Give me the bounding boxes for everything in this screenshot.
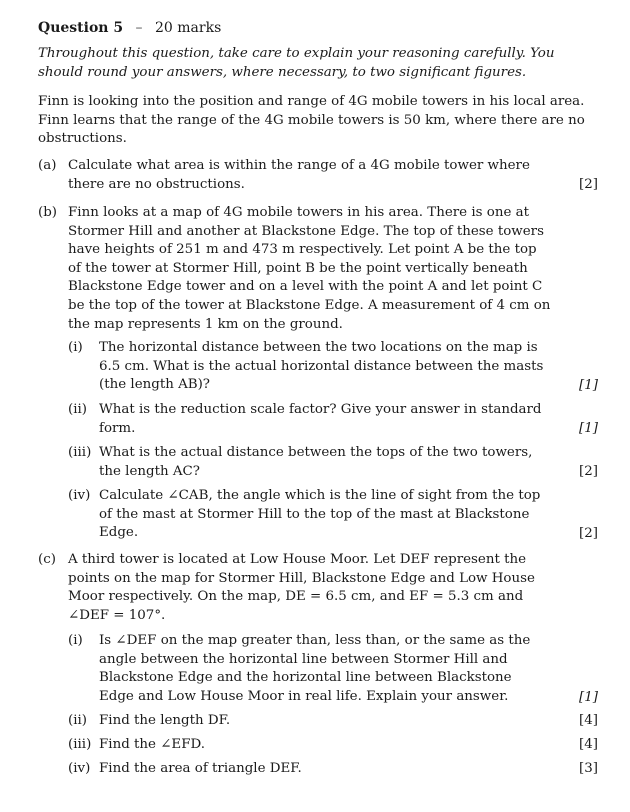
part-b-i-marks: [1] [579, 378, 598, 394]
part-c-ii-marks: [4] [579, 713, 598, 729]
part-c-ii-label: (ii) [68, 713, 88, 728]
part-c-i [38, 632, 598, 708]
part-a-label: (a) [38, 158, 57, 173]
part-b-iii-marks: [2] [579, 464, 598, 480]
part-b-i-text: The horizontal distance between the two locations on the map is 6.5 cm. What is the actual horizontal distance between the masts (the length AB)? [99, 340, 544, 393]
part-b-ii-label: (ii) [68, 402, 88, 417]
part-b-iv-text: Calculate ∠CAB, the angle which is the line of sight from the top of the mast at Stormer Hill to the top of the mast at Blackstone Edge. [99, 488, 541, 541]
instructions: Throughout this question, take care to explain your reasoning carefully. You should round your answers, where necessary, to two significant figures. [38, 46, 555, 80]
part-c-iv [38, 760, 598, 779]
part-b-iii [38, 444, 598, 482]
part-a [38, 157, 598, 195]
part-b-i-label: (i) [68, 340, 83, 355]
part-c-iii-text: Find the ∠EFD. [99, 737, 206, 752]
question-title: Question 5 [38, 20, 124, 36]
part-b-label: (b) [38, 205, 58, 220]
header-dash: – [135, 20, 143, 36]
part-b-ii-text: What is the reduction scale factor? Give your answer in standard form. [99, 402, 542, 436]
context-paragraph: Finn is looking into the position and range of 4G mobile towers in his local area. Finn learns that the range of the 4G mobile towers is 50 km, where there are no obstructions. [38, 94, 585, 147]
part-c-i-text: Is ∠DEF on the map greater than, less than, or the same as the angle between the horizontal line between Stormer Hill and Blackstone Edge and the horizontal line between Blackstone Edge and Low House Moor in real life. Explain your answer. [99, 633, 531, 704]
part-c-ii-text: Find the length DF. [99, 713, 231, 728]
part-b-iv-label: (iv) [68, 488, 91, 503]
part-b [38, 204, 598, 336]
part-b-iii-label: (iii) [68, 445, 92, 460]
part-b-iv-marks: [2] [579, 526, 598, 542]
part-c-iv-label: (iv) [68, 761, 91, 776]
part-c-iv-text: Find the area of triangle DEF. [99, 761, 302, 776]
part-c-label: (c) [38, 552, 56, 567]
part-b-iv [38, 487, 598, 544]
part-c-iii [38, 736, 598, 755]
part-b-text: Finn looks at a map of 4G mobile towers in his area. There is one at Stormer Hill and another at Blackstone Edge. The top of these towers have heights of 251 m and 473 m respectively. Let point A be the top of the tower at Stormer Hill, point B be the point vertically beneath Blackstone Edge tower and on a level with the point A and let point C be the top of the tower at Blackstone Edge. A measurement of 4 cm on the map represents 1 km on the ground. [68, 205, 551, 332]
part-c-ii [38, 712, 598, 731]
part-b-ii [38, 401, 598, 439]
part-c-iii-marks: [4] [579, 737, 598, 753]
part-c-i-label: (i) [68, 633, 83, 648]
part-c-i-marks: [1] [579, 690, 598, 706]
part-b-iii-text: What is the actual distance between the tops of the two towers, the length AC? [99, 445, 533, 479]
part-c-text: A third tower is located at Low House Moor. Let DEF represent the points on the map for Stormer Hill, Blackstone Edge and Low House Moor respectively. On the map, DE = 6.5 cm, and EF = 5.3 cm and ∠DEF = 107°. [68, 552, 535, 623]
part-a-marks: [2] [579, 177, 598, 193]
total-marks: 20 marks [155, 20, 222, 36]
part-a-text: Calculate what area is within the range of a 4G mobile tower where there are no obstructions. [68, 158, 530, 192]
part-c-iv-marks: [3] [579, 761, 598, 777]
part-b-ii-marks: [1] [579, 421, 598, 437]
question-header [38, 19, 221, 38]
part-b-i [38, 339, 598, 396]
part-c-iii-label: (iii) [68, 737, 92, 752]
part-c [38, 551, 598, 627]
